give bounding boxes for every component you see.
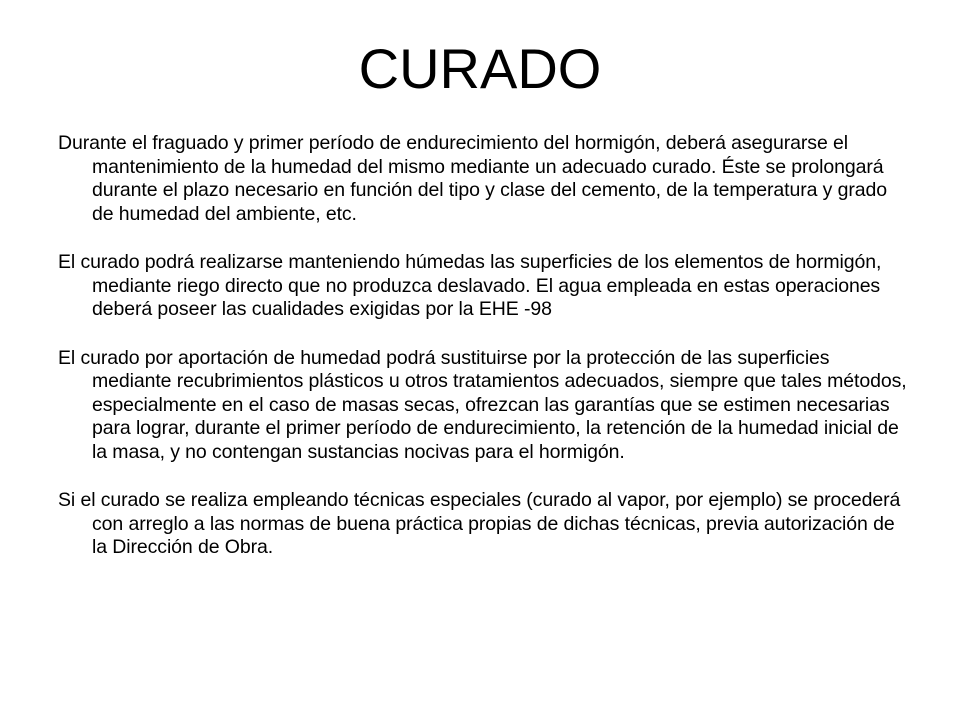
paragraph-protective-coverings: El curado por aportación de humedad podrá sustituirse por la protección de las superficies mediante recubrimientos plásticos u otros tratamientos adecuados, siempre que tales métodos, especialmente en el caso de masas secas, ofrezcan las garantías que se estimen necesarias para lograr, durante el primer período de endurecimiento, la retención de la humedad inicial de la masa, y no contengan sustancias nocivas para el hormigón.: [58, 346, 907, 463]
slide-body: [58, 132, 910, 585]
paragraph-curing-duration: Durante el fraguado y primer período de endurecimiento del hormigón, deberá asegurarse el mantenimiento de la humedad del mismo mediante un adecuado curado. Éste se prolongará durante el plazo necesario en función del tipo y clase del cemento, de la temperatura y grado de humedad del ambiente, etc.: [58, 132, 888, 225]
slide-title: CURADO: [358, 37, 602, 100]
paragraph-special-techniques: Si el curado se realiza empleando técnicas especiales (curado al vapor, por ejemplo) se procederá con arreglo a las normas de buena práctica propias de dichas técnicas, previa autorización de la Dirección de Obra.: [58, 489, 901, 558]
paragraph-wet-surfaces: El curado podrá realizarse manteniendo húmedas las superficies de los elementos de hormigón, mediante riego directo que no produzca deslavado. El agua empleada en estas operaciones deberá poseer las cualidades exigidas por la EHE -98: [58, 251, 882, 320]
